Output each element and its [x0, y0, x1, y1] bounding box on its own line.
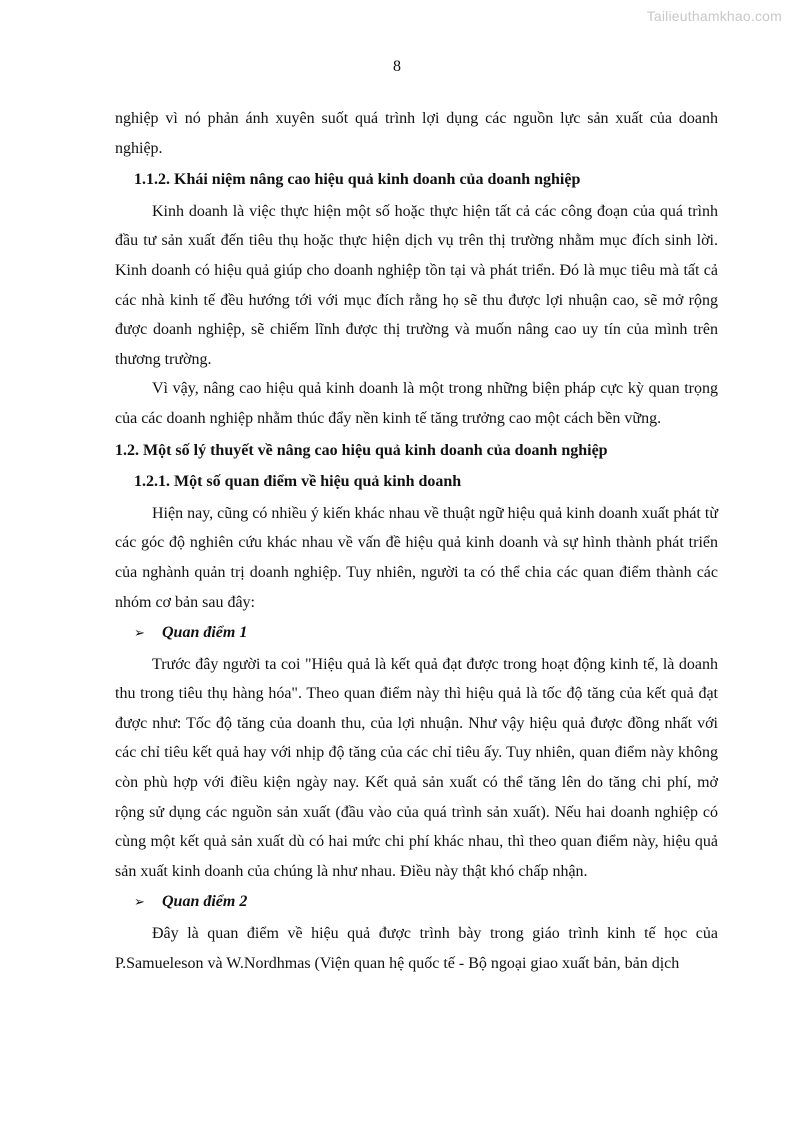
heading-1-2: 1.2. Một số lý thuyết về nâng cao hiệu quả kinh doanh của doanh nghiệp — [115, 441, 608, 459]
document-body — [115, 104, 718, 978]
bullet-heading-1 — [115, 618, 718, 649]
paragraph: Đây là quan điểm về hiệu quả được trình bày trong giáo trình kinh tế học của P.Samueleson và W.Nordhmas (Viện quan hệ quốc tế - Bộ ngoại giao xuất bản, bản dịch — [115, 925, 718, 972]
paragraph-continuation: nghiệp vì nó phản ánh xuyên suốt quá trình lợi dụng các nguồn lực sản xuất của doanh nghiệp. — [115, 110, 718, 157]
page-number: 8 — [393, 58, 401, 75]
arrowhead-bullet-icon: ➢ — [134, 895, 145, 911]
paragraph: Hiện nay, cũng có nhiều ý kiến khác nhau về thuật ngữ hiệu quả kinh doanh xuất phát từ các góc độ nghiên cứu khác nhau về vấn đề hiệu quả kinh doanh và sự hình thành phát triển của nghành quản trị doanh nghiệp. Tuy nhiên, người ta có thể chia các quan điểm thành các nhóm cơ bản sau đây: — [115, 504, 718, 611]
heading-1-2-1: 1.2.1. Một số quan điểm về hiệu quả kinh doanh — [134, 473, 462, 491]
watermark: Tailieuthamkhao.com — [646, 8, 782, 24]
heading-1-1-2: 1.1.2. Khái niệm nâng cao hiệu quả kinh doanh của doanh nghiệp — [134, 171, 581, 189]
arrowhead-bullet-icon: ➢ — [134, 626, 145, 642]
paragraph: Trước đây người ta coi "Hiệu quả là kết quả đạt được trong hoạt động kinh tế, là doanh thu trong tiêu thụ hàng hóa". Theo quan điểm này thì hiệu quả là tốc độ tăng của kết quả đạt được như: Tốc độ tăng của doanh thu, của lợi nhuận. Như vậy hiệu quả được đồng nhất với các chỉ tiêu kết quả hay với nhịp độ tăng của các chỉ tiêu ấy. Tuy nhiên, quan điểm này không còn phù hợp với điều kiện ngày nay. Kết quả sản xuất có thể tăng lên do tăng chi phí, mở rộng sử dụng các nguồn sản xuất (đầu vào của quá trình sản xuất). Nếu hai doanh nghiệp có cùng một kết quả sản xuất dù có hai mức chi phí khác nhau, thì theo quan điểm này, hiệu quả sản xuất kinh doanh của chúng là như nhau. Điều này thật khó chấp nhận. — [115, 655, 718, 880]
bullet-heading-label: Quan điểm 1 — [162, 624, 248, 642]
bullet-heading-2 — [115, 887, 718, 918]
paragraph: Kinh doanh là việc thực hiện một số hoặc thực hiện tất cả các công đoạn của quá trình đầu tư sản xuất đến tiêu thụ hoặc thực hiện dịch vụ trên thị trường nhằm mục đích sinh lời. Kinh doanh có hiệu quả giúp cho doanh nghiệp tồn tại và phát triển. Đó là mục tiêu mà tất cả các nhà kinh tế đều hướng tới với mục đích rằng họ sẽ thu được lợi nhuận cao, sẽ mở rộng được doanh nghiệp, sẽ chiếm lĩnh được thị trường và muốn nâng cao uy tín của mình trên thương trường. — [115, 202, 718, 368]
paragraph: Vì vậy, nâng cao hiệu quả kinh doanh là một trong những biện pháp cực kỳ quan trọng của các doanh nghiệp nhằm thúc đẩy nền kinh tế tăng trưởng cao một cách bền vững. — [115, 380, 718, 427]
bullet-heading-label: Quan điểm 2 — [162, 893, 248, 911]
